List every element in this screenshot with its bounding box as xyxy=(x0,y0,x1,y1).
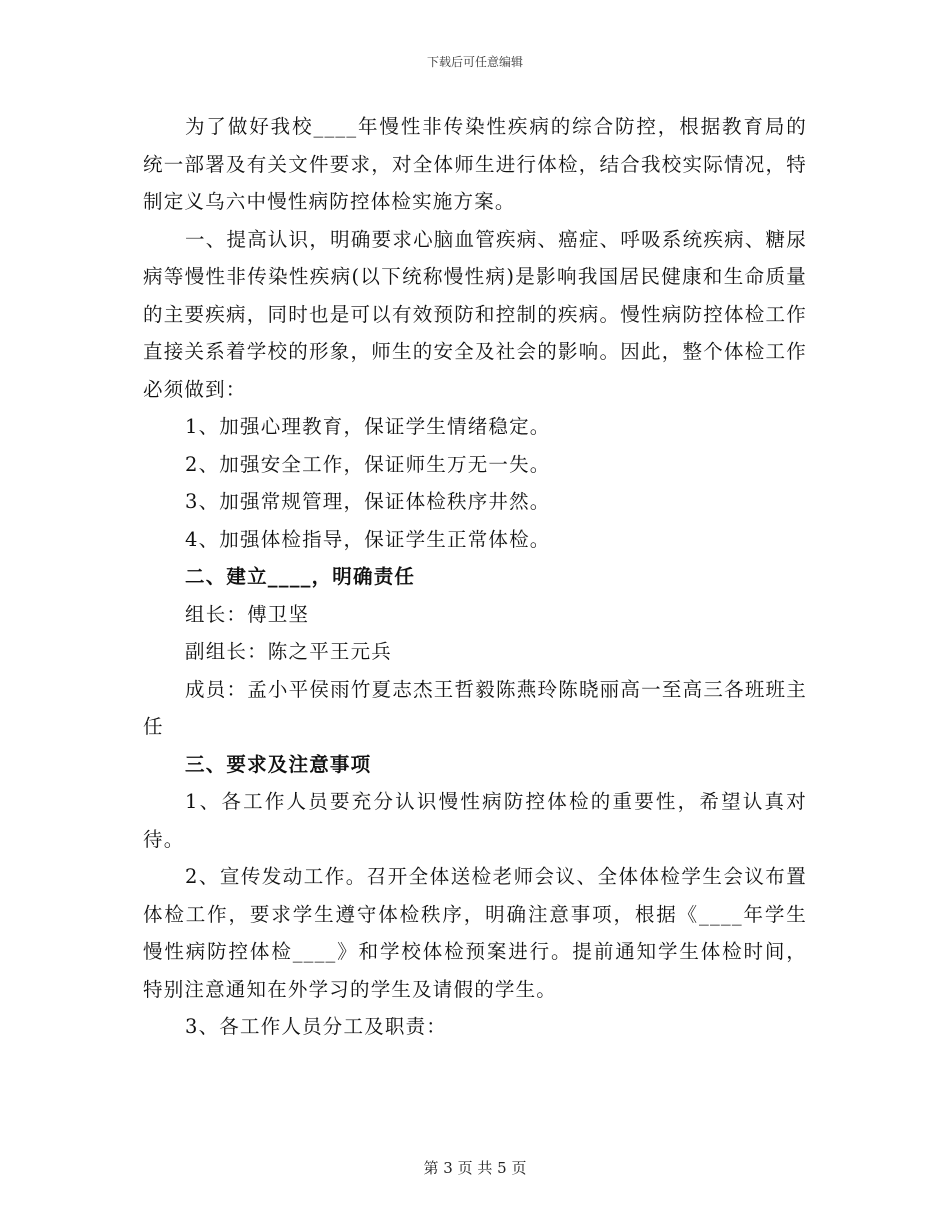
members-paragraph: 成员：孟小平侯雨竹夏志杰王哲毅陈燕玲陈晓丽高一至高三各班班主任 xyxy=(143,677,807,738)
list-item: 1、加强心理教育，保证学生情绪稳定。 xyxy=(185,415,551,438)
header-note: 下载后可任意编辑 xyxy=(426,55,523,69)
requirement-1-paragraph: 1、各工作人员要充分认识慢性病防控体检的重要性，希望认真对待。 xyxy=(143,790,807,851)
section-3-heading: 三、要求及注意事项 xyxy=(185,752,372,776)
section-2-heading: 二、建立____，明确责任 xyxy=(185,565,416,588)
list-item: 3、加强常规管理，保证体检秩序井然。 xyxy=(185,490,551,513)
section-1-paragraph: 一、提高认识，明确要求心脑血管疾病、癌症、呼吸系统疾病、糖尿病等慢性非传染性疾病(以下统称慢性病)是影响我国居民健康和生命质量的主要疾病，同时也是可以有效预防和控制的疾病。慢性病防控体检工作直接关系着学校的形象，师生的安全及社会的影响。因此，整个体检工作必须做到： xyxy=(143,227,807,401)
list-item: 4、加强体检指导，保证学生正常体检。 xyxy=(185,527,551,551)
deputy-leader-line: 副组长：陈之平王元兵 xyxy=(185,640,393,663)
requirement-2-paragraph: 2、宣传发动工作。召开全体送检老师会议、全体体检学生会议布置体检工作，要求学生遵守体检秩序，明确注意事项，根据《____年学生慢性病防控体检____》和学校体检预案进行。提前通知学生体检时间，特别注意通知在外学习的学生及请假的学生。 xyxy=(143,865,807,1001)
page-number: 第 3 页 共 5 页 xyxy=(423,1159,527,1177)
intro-paragraph: 为了做好我校____年慢性非传染性疾病的综合防控，根据教育局的统一部署及有关文件要求，对全体师生进行体检，结合我校实际情况，特制定义乌六中慢性病防控体检实施方案。 xyxy=(143,115,807,213)
document-body xyxy=(143,108,807,1046)
list-item: 2、加强安全工作，保证师生万无一失。 xyxy=(185,452,551,476)
requirement-3-paragraph: 3、各工作人员分工及职责： xyxy=(185,1015,448,1038)
leader-line: 组长：傅卫坚 xyxy=(185,602,310,626)
